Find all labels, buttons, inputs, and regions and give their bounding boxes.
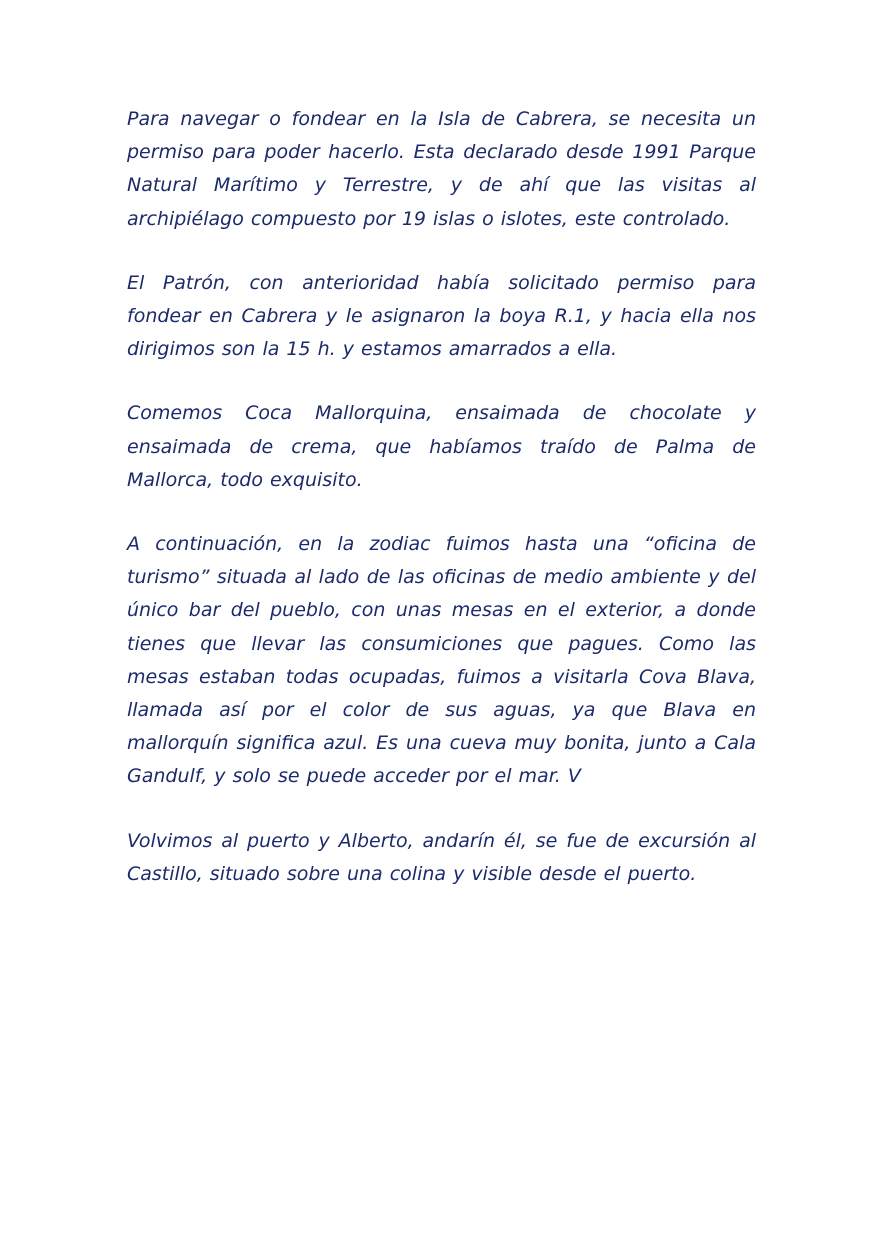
paragraph-cabrera-permit: Para navegar o fondear en la Isla de Cabrera, se necesita un permiso para poder hacerlo. Esta declarado desde 1991 Parque Natural Marítimo y Terrestre, y de ahí que las visitas al archipiélago compuesto por 19 islas o islotes, este controlado. xyxy=(127,108,756,230)
paragraph-castle-excursion: Volvimos al puerto y Alberto, andarín él, se fue de excursión al Castillo, situado sobre una colina y visible desde el puerto. xyxy=(127,829,756,885)
paragraph-cova-blava-visit: A continuación, en la zodiac fuimos hasta una “oficina de turismo” situada al lado de las oficinas de medio ambiente y del único bar del pueblo, con unas mesas en el exterior, a donde tienes que llevar las consumiciones que pagues. Como las mesas estaban todas ocupadas, fuimos a visitarla Cova Blava, llamada así por el color de sus aguas, ya que Blava en mallorquín significa azul. Es una cueva muy bonita, junto a Cala Gandulf, y solo se puede acceder por el mar. V xyxy=(127,533,756,788)
paragraph-buoy-mooring: El Patrón, con anterioridad había solicitado permiso para fondear en Cabrera y le asignaron la boya R.1, y hacia ella nos dirigimos son la 15 h. y estamos amarrados a ella. xyxy=(127,271,756,361)
paragraph-mallorcan-food: Comemos Coca Mallorquina, ensaimada de chocolate y ensaimada de crema, que habíamos traído de Palma de Mallorca, todo exquisito. xyxy=(127,402,756,491)
